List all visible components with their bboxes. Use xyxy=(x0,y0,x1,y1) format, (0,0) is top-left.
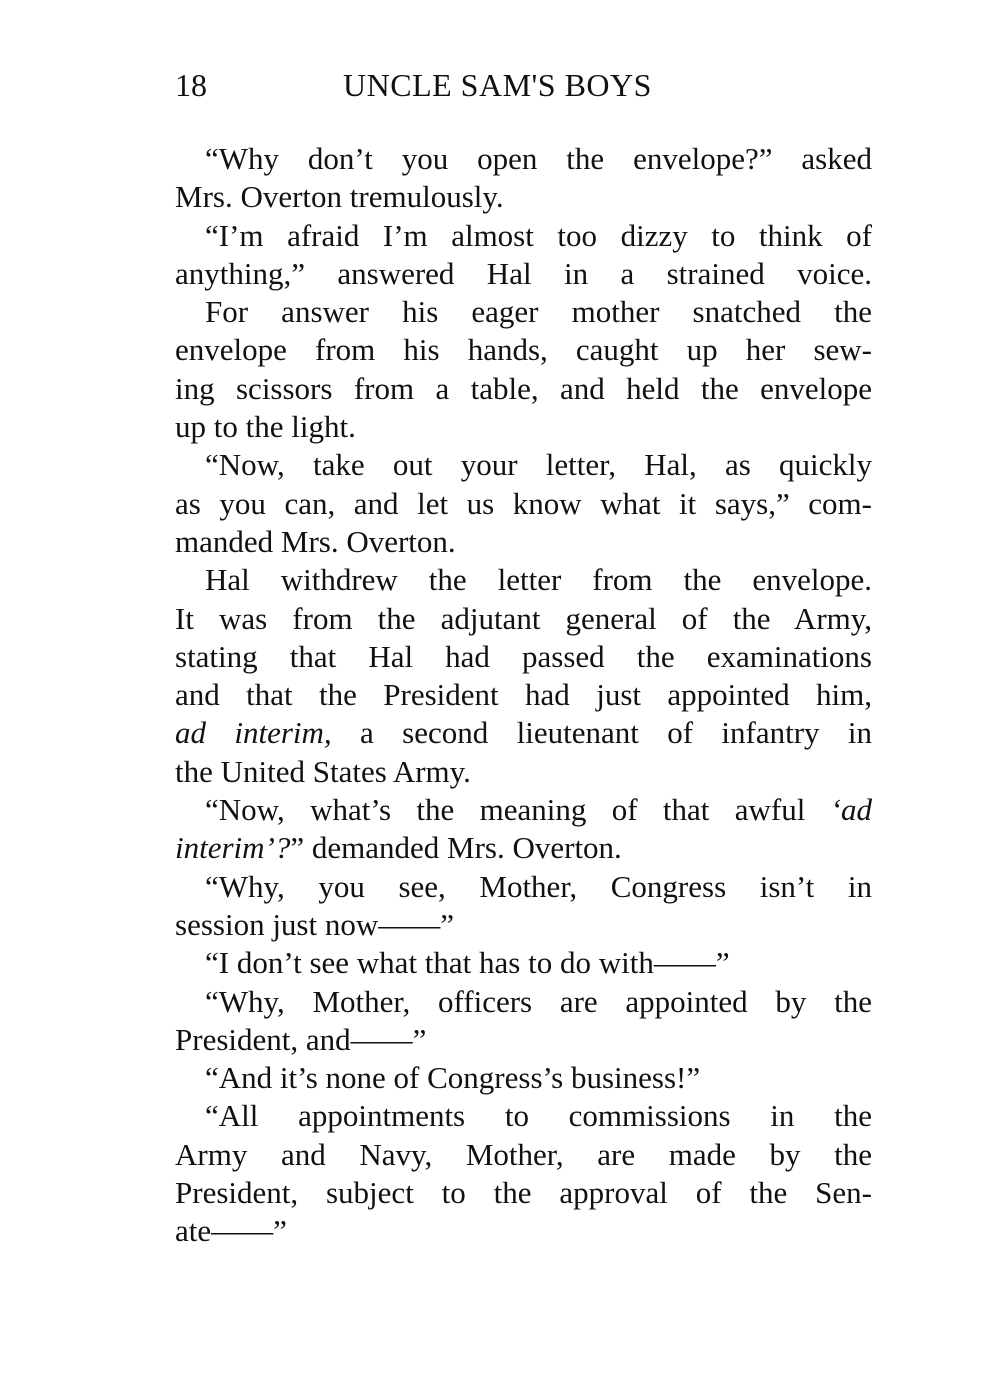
text-line: anything,” answered Hal in a strained voice. xyxy=(175,255,872,291)
paragraph-5 xyxy=(175,561,872,791)
text-line: and that the President had just appointed him, xyxy=(175,677,872,713)
text-line: It was from the adjutant general of the Army, xyxy=(175,600,872,636)
text-line: For answer his eager mother snatched the xyxy=(205,294,872,330)
text-line: stating that Hal had passed the examinations xyxy=(175,638,872,674)
paragraph-8 xyxy=(175,944,872,982)
paragraph-4 xyxy=(175,446,872,561)
paragraph-3 xyxy=(175,293,872,446)
paragraph-10 xyxy=(175,1059,872,1097)
paragraph-9 xyxy=(175,983,872,1060)
italic-phrase: ‘ad xyxy=(830,792,872,828)
text-fragment: ” demanded Mrs. Overton. xyxy=(290,830,622,866)
paragraph-1 xyxy=(175,140,872,217)
text-line xyxy=(175,714,872,752)
text-line: “Now, take out your letter, Hal, as quickly xyxy=(205,447,872,483)
text-line: Army and Navy, Mother, are made by the xyxy=(175,1136,872,1172)
text-line: up to the light. xyxy=(175,409,356,445)
text-line: “I’m afraid I’m almost too dizzy to think of xyxy=(205,217,872,253)
paragraph-2 xyxy=(175,217,872,294)
text-fragment: a second lieutenant of infantry in xyxy=(331,715,872,751)
text-line: Hal withdrew the letter from the envelope. xyxy=(205,562,872,598)
text-line: Mrs. Overton tremulously. xyxy=(175,179,504,215)
text-line: “Why, you see, Mother, Congress isn’t in xyxy=(205,868,872,904)
text-line: manded Mrs. Overton. xyxy=(175,523,456,559)
text-line: ate——” xyxy=(175,1213,287,1249)
text-line: ing scissors from a table, and held the envelope xyxy=(175,370,872,406)
text-line: envelope from his hands, caught up her sew- xyxy=(175,332,872,368)
paragraph-7 xyxy=(175,868,872,945)
text-line: “I don’t see what that has to do with——” xyxy=(205,945,730,981)
text-line: President, and——” xyxy=(175,1021,427,1057)
text-line: “All appointments to commissions in the xyxy=(205,1098,872,1134)
text-line: “Why, Mother, officers are appointed by the xyxy=(205,983,872,1019)
text-line xyxy=(175,791,872,829)
paragraph-6 xyxy=(175,791,872,868)
text-line: President, subject to the approval of the Sen- xyxy=(175,1175,872,1211)
italic-phrase: interim’? xyxy=(175,830,291,866)
paragraph-11 xyxy=(175,1097,872,1250)
text-line: as you can, and let us know what it says,” com- xyxy=(175,485,872,521)
text-line: session just now——” xyxy=(175,906,454,942)
running-head xyxy=(175,62,872,108)
text-line: “And it’s none of Congress’s business!” xyxy=(205,1060,701,1096)
body-text xyxy=(175,140,872,1251)
text-line: the United States Army. xyxy=(175,753,471,789)
book-page xyxy=(175,62,872,1251)
italic-phrase: ad interim, xyxy=(175,715,332,751)
text-line: “Why don’t you open the envelope?” asked xyxy=(205,141,872,176)
text-line xyxy=(175,829,872,867)
page-number: 18 xyxy=(175,67,207,103)
book-title: UNCLE SAM'S BOYS xyxy=(343,67,652,103)
text-fragment: “Now, what’s the meaning of that awful xyxy=(205,792,831,828)
